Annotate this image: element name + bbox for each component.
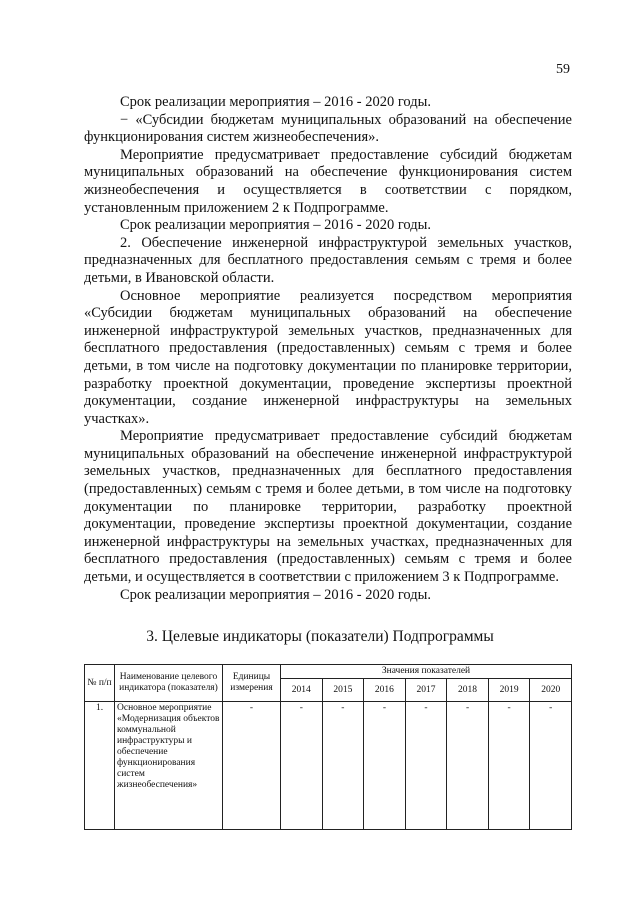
- paragraph: − «Субсидии бюджетам муниципальных образований на обеспечение функционирования систем жизнеобеспечения».: [84, 111, 572, 146]
- table-row: [85, 702, 572, 830]
- paragraph: 2. Обеспечение инженерной инфраструктурой земельных участков, предназначенных для бесплатного предоставления семьям с тремя и более детьми, в Ивановской области.: [84, 234, 572, 286]
- header-unit: Единицы измерения: [223, 665, 281, 702]
- header-year: 2016: [364, 679, 406, 702]
- header-year: 2015: [322, 679, 364, 702]
- row-num: 1.: [85, 702, 115, 830]
- header-name: Наименование целевого индикатора (показателя): [115, 665, 223, 702]
- row-unit: -: [223, 702, 281, 830]
- page-number: 59: [556, 62, 570, 77]
- row-name: Основное мероприятие «Модернизация объектов коммунальной инфраструктуры и обеспечение функционирования систем жизнеобеспечения»: [115, 702, 223, 830]
- row-value: -: [530, 702, 572, 830]
- paragraph: Мероприятие предусматривает предоставление субсидий бюджетам муниципальных образований на обеспечение инженерной инфраструктурой земельных участков, предназначенных для бесплатного предоставления (предоставленных) семьям с тремя и более детьми, в том числе на подготовку документации по планировке территории, разработку проектной документации, проведение экспертизы проектной документации, создание инженерной инфраструктуры на земельных участках, предназначенных для бесплатного предоставления (предоставленных) семьям с тремя и более детьми, и осуществляется в соответствии с приложением 3 к Подпрограмме.: [84, 428, 572, 586]
- row-value: -: [405, 702, 447, 830]
- paragraph: Мероприятие предусматривает предоставление субсидий бюджетам муниципальных образований на обеспечение функционирования систем жизнеобеспечения и осуществляется в соответствии с порядком, установленным приложением 2 к Подпрограмме.: [84, 146, 572, 216]
- header-values-title: Значения показателей: [281, 665, 572, 679]
- header-num: № п/п: [85, 665, 115, 702]
- row-value: -: [281, 702, 323, 830]
- header-year: 2014: [281, 679, 323, 702]
- paragraph: Срок реализации мероприятия – 2016 - 2020 годы.: [120, 94, 432, 110]
- paragraph: Основное мероприятие реализуется посредством мероприятия «Субсидии бюджетам муниципальных образований на обеспечение инженерной инфраструктурой земельных участков, предназначенных для бесплатного предоставления (предоставленных) семьям с тремя и более детьми, в том числе на подготовку документации по планировке территории, разработку проектной документации, проведение экспертизы проектной документации, создание инженерной инфраструктуры на земельных участках».: [84, 287, 572, 427]
- row-value: -: [447, 702, 489, 830]
- paragraph: Срок реализации мероприятия – 2016 - 2020 годы.: [120, 586, 432, 603]
- row-value: -: [322, 702, 364, 830]
- header-year: 2019: [488, 679, 530, 702]
- header-year: 2018: [447, 679, 489, 702]
- section-heading: 3. Целевые индикаторы (показатели) Подпрограммы: [146, 628, 494, 645]
- row-value: -: [488, 702, 530, 830]
- indicators-table: [84, 664, 572, 830]
- header-year: 2017: [405, 679, 447, 702]
- header-year: 2020: [530, 679, 572, 702]
- body-text: [84, 94, 572, 604]
- table-header-row: [85, 665, 572, 679]
- row-value: -: [364, 702, 406, 830]
- paragraph: Срок реализации мероприятия – 2016 - 2020 годы.: [120, 217, 432, 234]
